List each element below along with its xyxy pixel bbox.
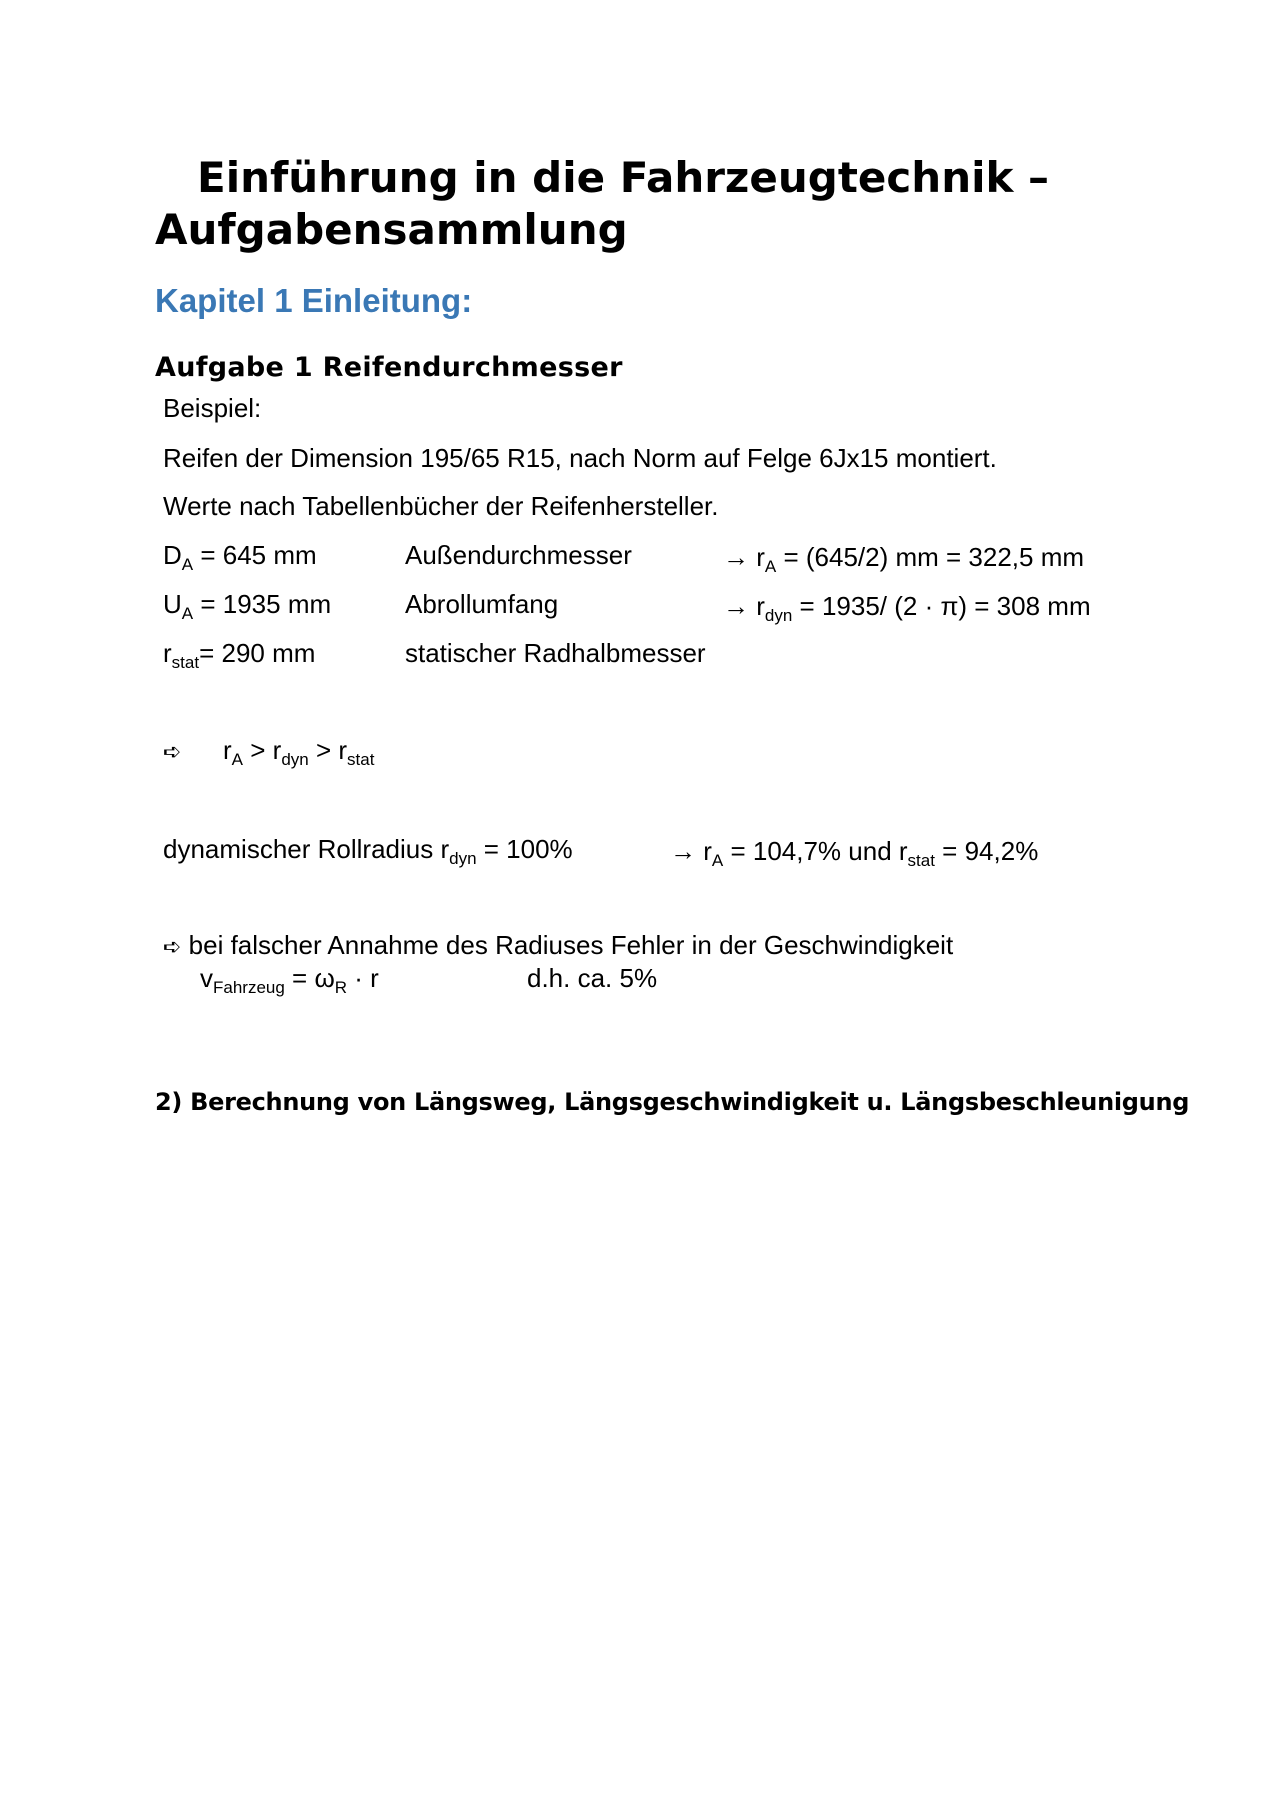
arrow-right-icon: → xyxy=(670,836,696,866)
outer-radius-result: → $r_A = (645/2)$ mm = 322,5 mm xyxy=(723,542,1085,576)
hollow-arrow-icon: ➪ xyxy=(163,740,182,765)
radius-ratio-result: → $r_A = 104,7\%$ und $r_{stat} = 94,2\%$ xyxy=(670,836,1039,870)
error-note: ➪ bei falscher Annahme des Radiuses Fehler in der Geschwindigkeit xyxy=(163,930,954,960)
tire-dimension-line: Reifen der Dimension 195/65 R15, nach Norm auf Felge 6Jx15 montiert. xyxy=(163,443,997,473)
hollow-arrow-icon: ➪ xyxy=(163,935,182,960)
outer-diameter-description: Außendurchmesser xyxy=(405,540,632,570)
example-label: Beispiel: xyxy=(163,393,262,423)
outer-diameter-value: $D_A = 645$ mm xyxy=(163,540,317,574)
title-line-2: Aufgabensammlung xyxy=(155,205,628,254)
title-line-1: Einführung in die Fahrzeugtechnik – xyxy=(197,153,1050,202)
rolling-circumference-value: $U_A = 1935$ mm xyxy=(163,589,332,623)
velocity-formula: $v_{Fahrzeug} = \omega_R \cdot r$ xyxy=(200,963,379,997)
table-source-line: Werte nach Tabellenbücher der Reifenhersteller. xyxy=(163,491,719,521)
section-2-heading: 2) Berechnung von Längsweg, Längsgeschwindigkeit u. Längsbeschleunigung xyxy=(155,1088,1190,1116)
rolling-circumference-description: Abrollumfang xyxy=(405,589,559,619)
dynamic-radius-percent: dynamischer Rollradius $r_{dyn} = 100\%$ xyxy=(163,834,573,868)
chapter-heading: Kapitel 1 Einleitung: xyxy=(155,282,473,319)
error-estimate: d.h. ca. 5% xyxy=(527,963,658,993)
arrow-right-icon: → xyxy=(723,542,749,572)
arrow-right-icon: → xyxy=(723,591,749,621)
task-heading: Aufgabe 1 Reifendurchmesser xyxy=(155,352,623,383)
static-radius-description: statischer Radhalbmesser xyxy=(405,638,706,668)
static-radius-value: $r_{stat}= 290$ mm xyxy=(163,638,316,672)
dynamic-radius-result: → $r_{dyn} = 1935/$ (2 · π) = 308 mm xyxy=(723,591,1091,625)
radius-order-conclusion: ➪ $r_A > r_{dyn} > r_{stat}$ xyxy=(163,735,375,769)
document-title xyxy=(155,152,1155,256)
